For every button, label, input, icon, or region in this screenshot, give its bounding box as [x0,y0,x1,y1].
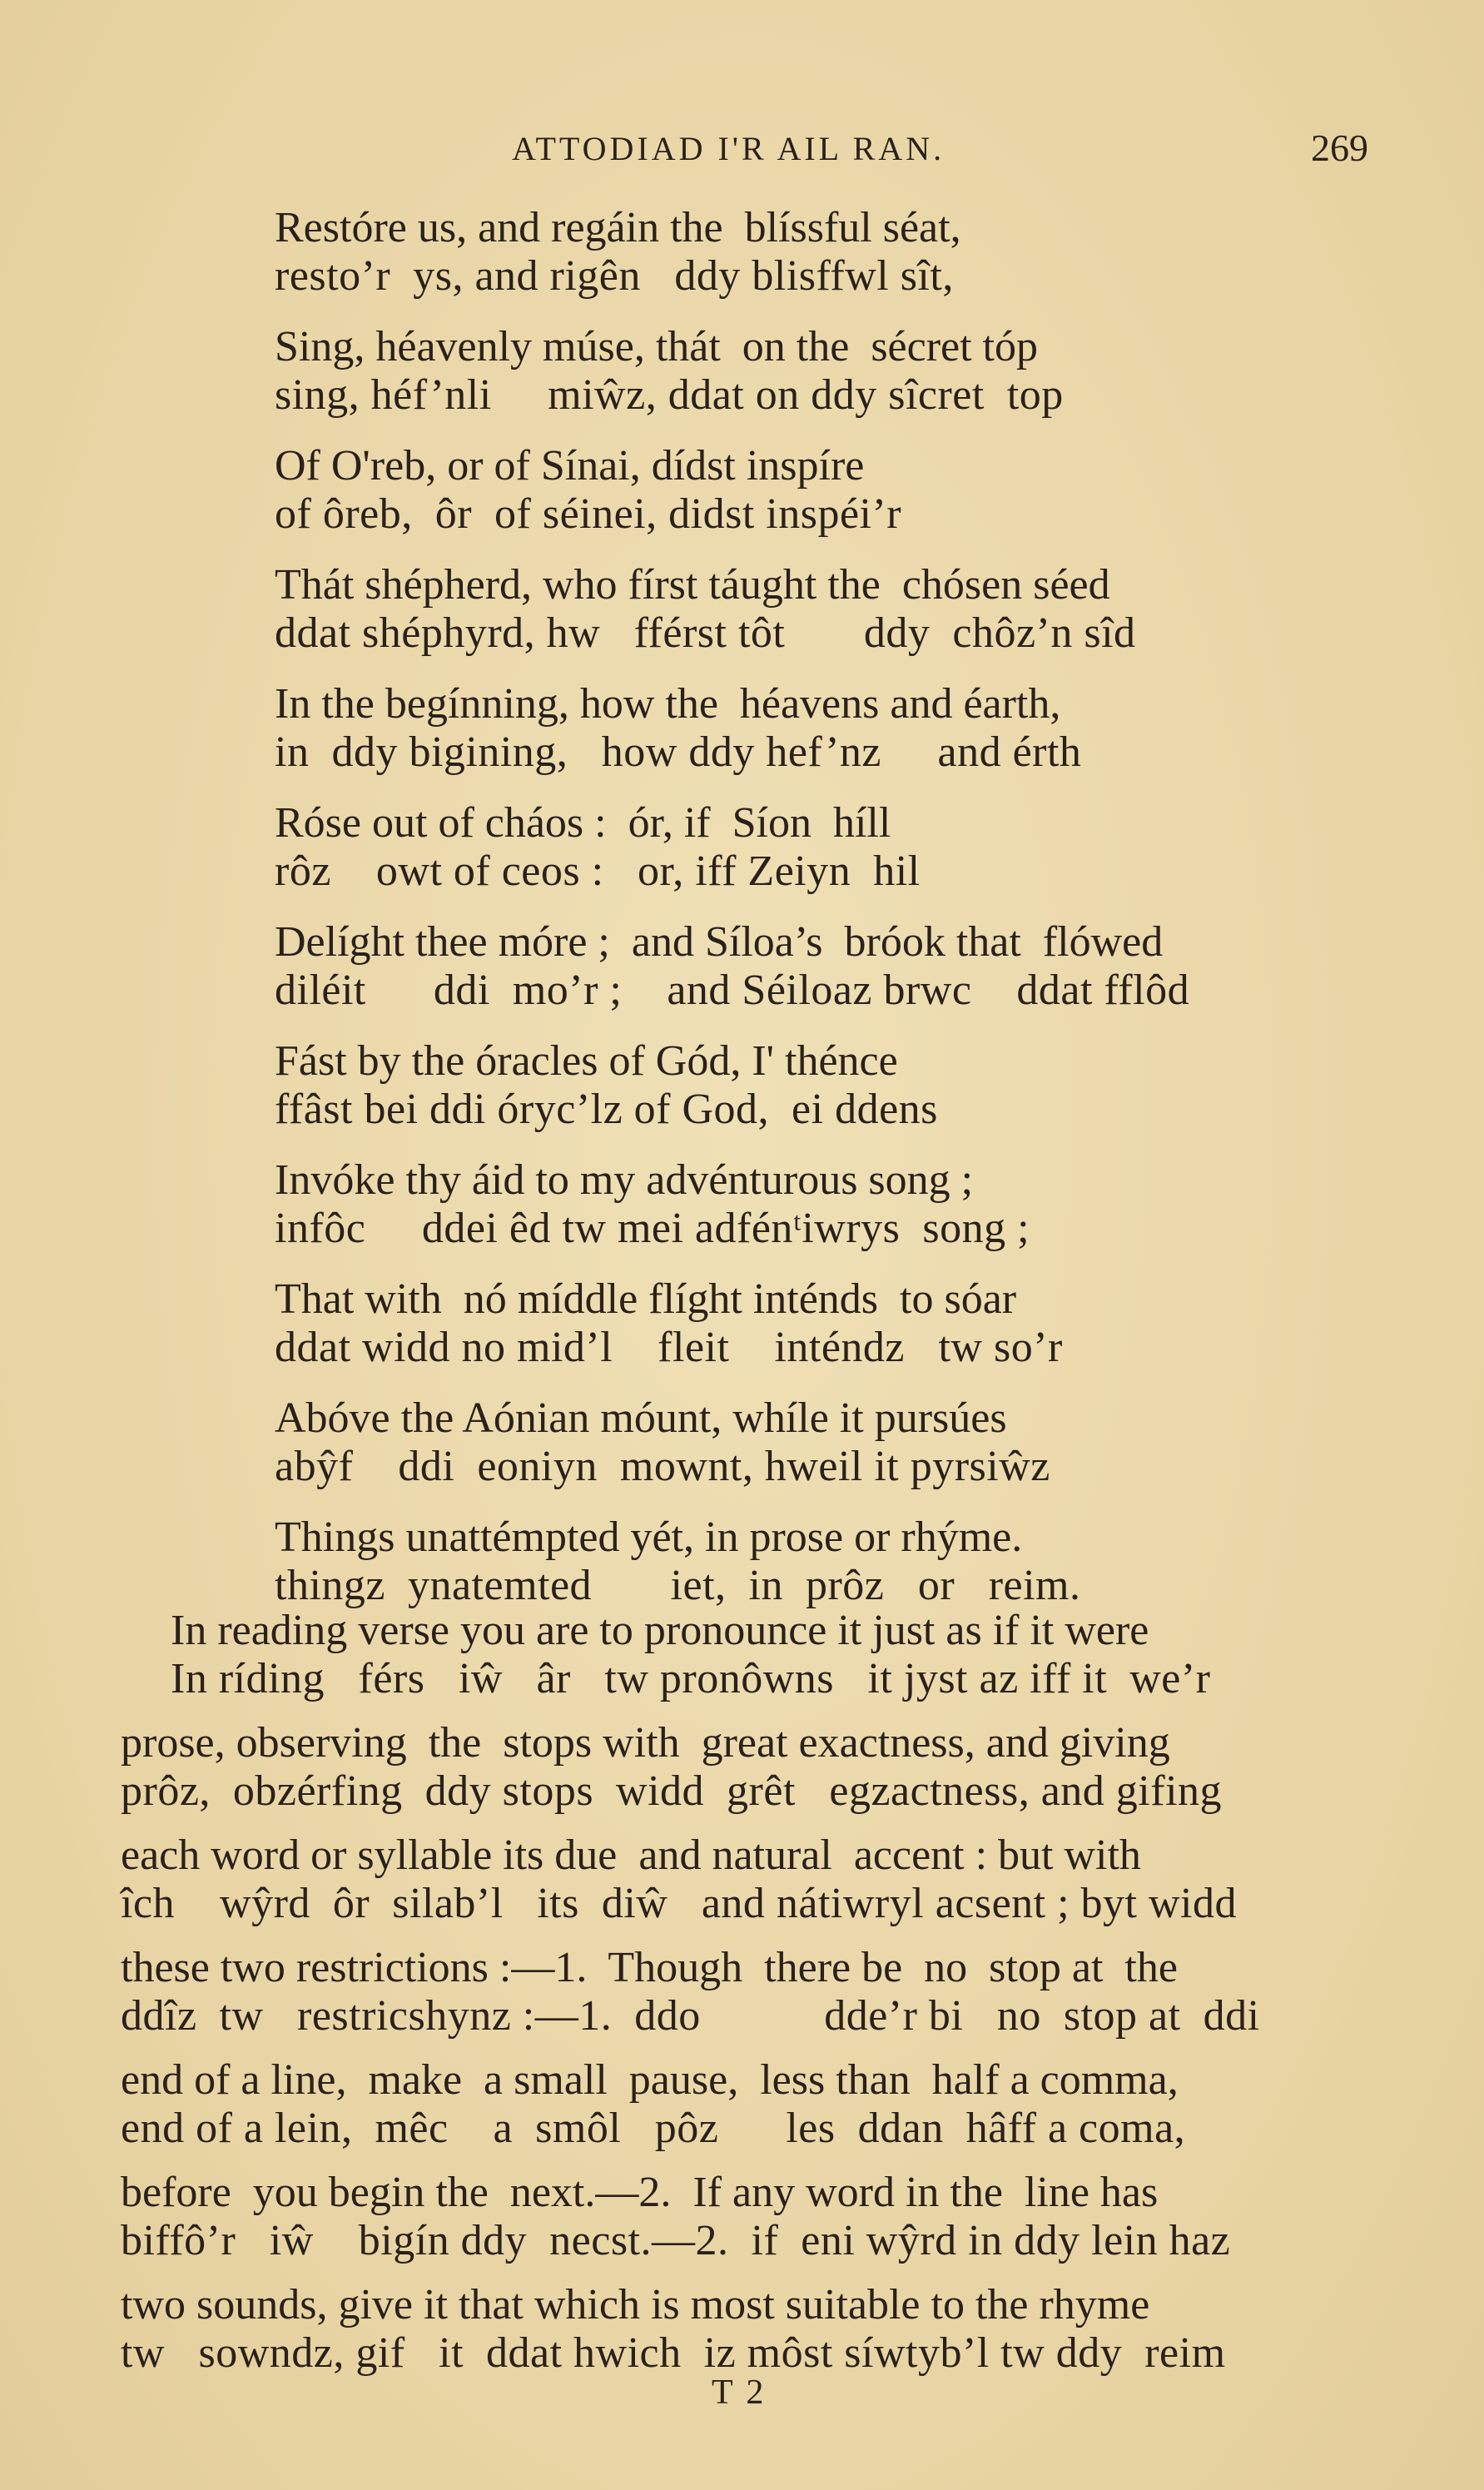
prose-phonetic-line: In ríding férs iŵ âr tw pronôwns it jyst az iff it weʼr [171,1655,1211,1702]
verse-line: Things unattémpted yét, in prose or rhýme. [275,1513,1023,1561]
verse-phonetic-line: abŷf ddi eoniyn mownt, hweil it pyrsiŵz [275,1443,1050,1490]
verse-line: Invóke thy áid to my advénturous song ; [275,1156,974,1204]
prose-line: In reading verse you are to pronounce it just as if it were [171,1607,1149,1654]
prose-pair [121,1607,1377,1719]
verse-phonetic-line: ffâst bei ddi óryc’lz of God, ei ddens [275,1086,938,1133]
verse-couplet [275,442,1423,561]
prose-phonetic-line: tw sowndz, gif it ddat hwich iz môst síwtyb’l tw ddy reim [121,2329,1226,2377]
prose-line: before you begin the next.—2. If any word in the line has [121,2169,1159,2216]
verse-phonetic-line: restoʼr ys, and rigên ddy blisffwl sît, [275,252,954,300]
verse-phonetic-line: thingz ynatemted iet, in prôz or reim. [275,1562,1081,1609]
verse-couplet [275,680,1423,799]
verse-phonetic-line: rôz owt of ceos : or, iff Zeiyn hil [275,847,921,895]
prose-line: these two restrictions :—1. Though there be no stop at the [121,1944,1178,1991]
verse-line: Abóve the Aónian móunt, whíle it pursúes [275,1394,1007,1442]
verse-line: Thát shépherd, who fírst táught the chósen séed [275,561,1110,609]
prose-phonetic-line: end of a lein, mêc a smôl pôz les ddan hâff a coma, [121,2105,1186,2152]
running-head: ATTODIAD I'R AIL RAN. [512,130,945,167]
verse-phonetic-line: in ddy bigining, how ddy hef’nz and érth [275,728,1082,776]
prose-block [121,1607,1377,2393]
verse-phonetic-line: of ôreb, ôr of séinei, didst inspéiʼr [275,490,902,538]
verse-couplet [275,1037,1423,1156]
verse-couplet [275,1275,1423,1394]
verse-line: In the begínning, how the héavens and éarth, [275,680,1061,728]
prose-line: prose, observing the stops with great exactness, and giving [121,1719,1170,1767]
page-number: 269 [1311,127,1368,169]
verse-phonetic-line: ddat shéphyrd, hw fférst tôt ddy chôz’n sîd [275,609,1136,657]
verse-phonetic-line: infôc ddei êd tw mei adfénᵗiwrys song ; [275,1205,1030,1252]
prose-phonetic-line: prôz, obzérfing ddy stops widd grêt egzactness, and gifing [121,1767,1223,1815]
verse-couplet [275,323,1423,442]
prose-line: end of a line, make a small pause, less than half a comma, [121,2056,1179,2104]
verse-line: Restóre us, and regáin the blíssful séat, [275,204,961,251]
verse-block [275,204,1423,1633]
verse-line: That with nó míddle flíght inténds to sóar [275,1275,1017,1323]
verse-couplet [275,1156,1423,1275]
page-header [0,129,1484,176]
verse-couplet [275,204,1423,323]
verse-line: Delíght thee móre ; and Síloa’s bróok that flówed [275,918,1164,966]
prose-phonetic-line: biffôʼr iŵ bigín ddy necst.—2. if eni wŷrd in ddy lein haz [121,2217,1231,2264]
verse-line: Fást by the óracles of Gód, I' thénce [275,1037,898,1085]
prose-line: two sounds, give it that which is most suitable to the rhyme [121,2281,1150,2328]
verse-couplet [275,799,1423,918]
prose-pair [121,1944,1377,2056]
verse-phonetic-line: ddat widd no mid’l fleit inténdz tw soʼr [275,1324,1063,1371]
verse-phonetic-line: diléit ddi moʼr ; and Séiloaz brwc ddat fflôd [275,967,1190,1014]
prose-pair [121,1719,1377,1831]
verse-couplet [275,1394,1423,1513]
signature-mark: T 2 [712,2373,767,2412]
prose-phonetic-line: îch wŷrd ôr silab’l its diŵ and nátiwryl acsent ; byt widd [121,1880,1238,1927]
verse-line: Sing, héavenly múse, thát on the sécret tóp [275,323,1039,370]
verse-phonetic-line: sing, héf’nli miŵz, ddat on ddy sîcret top [275,371,1064,419]
prose-pair [121,1831,1377,1944]
verse-line: Róse out of cháos : ór, if Síon híll [275,799,891,847]
prose-pair [121,2169,1377,2281]
prose-pair [121,2056,1377,2169]
verse-line: Of O'reb, or of Sínai, dídst inspíre [275,442,865,490]
prose-line: each word or syllable its due and natural accent : but with [121,1831,1141,1879]
verse-couplet [275,918,1423,1037]
verse-couplet [275,561,1423,680]
prose-phonetic-line: ddîz tw restricshynz :—1. ddo ddeʼr bi no stop at ddi [121,1992,1260,2040]
